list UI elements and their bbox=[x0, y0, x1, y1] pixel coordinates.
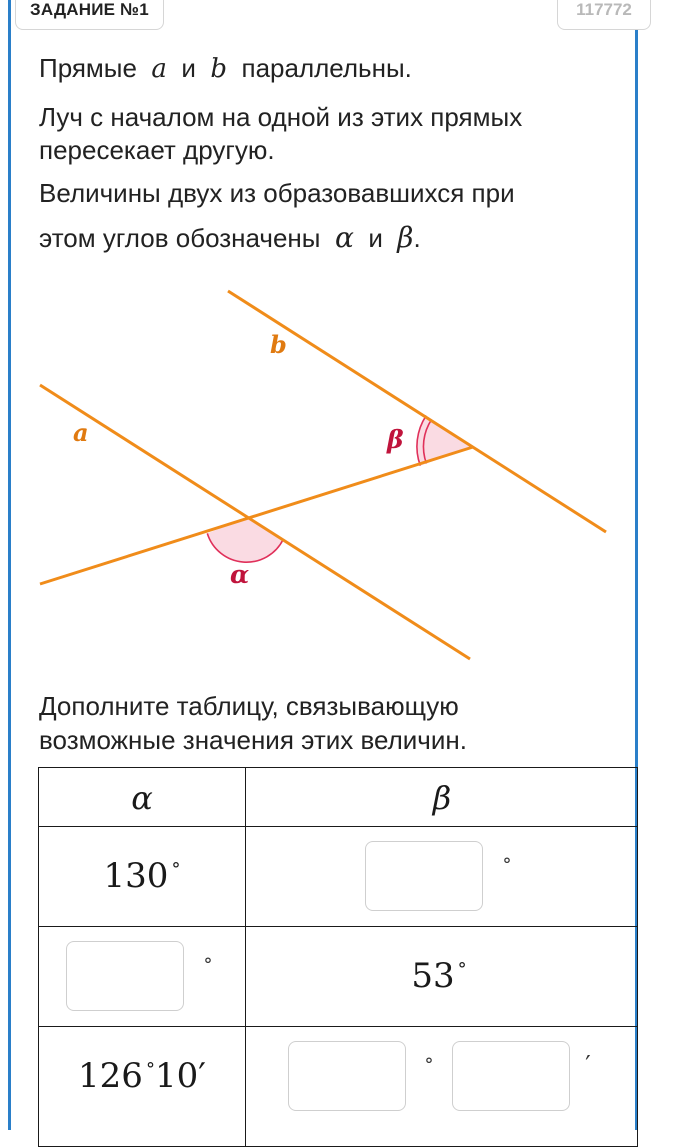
table-cell-alpha-row3: 126 °10′ bbox=[78, 1056, 206, 1096]
statement-paragraph-2: Луч с началом на одной из этих прямых пересекает другую. bbox=[39, 102, 523, 165]
answer-input-beta-row1[interactable] bbox=[365, 841, 483, 911]
table-header-beta: β bbox=[432, 779, 452, 817]
table-cell-alpha-row1: 130 ° bbox=[103, 856, 181, 896]
answer-input-alpha-row2[interactable] bbox=[66, 941, 184, 1011]
ray-transversal bbox=[40, 447, 473, 584]
line-a bbox=[40, 385, 470, 659]
unit-degree: ° bbox=[203, 954, 213, 976]
task-id-badge: 117772 bbox=[557, 0, 651, 30]
table-cell-beta-row2: 53 ° bbox=[411, 956, 467, 996]
table-row-divider bbox=[39, 1026, 637, 1027]
table-column-divider bbox=[245, 768, 246, 1146]
task-number-badge: ЗАДАНИЕ №1 bbox=[15, 0, 164, 30]
statement-line-1: Прямые a и b параллельны. bbox=[39, 53, 412, 84]
table-row-divider bbox=[39, 926, 637, 927]
label-line-b: b bbox=[270, 330, 287, 359]
answer-table bbox=[38, 767, 638, 1147]
answer-input-beta-minutes-row3[interactable] bbox=[452, 1041, 570, 1111]
angle-alpha-sector bbox=[207, 518, 283, 562]
geometry-figure bbox=[0, 270, 682, 670]
label-line-a: a bbox=[73, 418, 89, 447]
instruction-text: Дополните таблицу, связывающую возможные значения этих величин. bbox=[39, 691, 467, 755]
unit-minute: ′ bbox=[585, 1051, 591, 1079]
answer-input-beta-degrees-row3[interactable] bbox=[288, 1041, 406, 1111]
line-b bbox=[228, 291, 606, 532]
unit-degree: ° bbox=[424, 1054, 434, 1076]
table-header-alpha: α bbox=[131, 779, 153, 817]
table-row-divider bbox=[39, 826, 637, 827]
unit-degree: ° bbox=[502, 854, 512, 876]
label-beta: β bbox=[387, 425, 404, 454]
statement-paragraph-3: Величины двух из образовавшихся при этом углов обозначены α и β. bbox=[39, 178, 515, 254]
label-alpha: α bbox=[230, 560, 250, 589]
